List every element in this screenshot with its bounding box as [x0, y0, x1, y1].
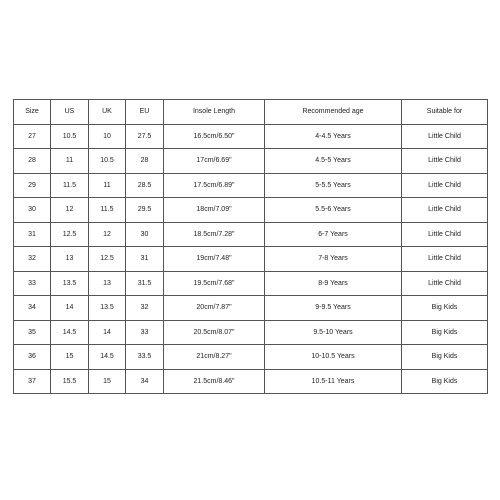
eu-cell: 28: [126, 149, 164, 174]
table-row: [14, 345, 488, 370]
us-cell: 11: [51, 149, 89, 174]
suitable-for-cell: Big Kids: [402, 345, 488, 370]
recommended-age-cell: 5.5-6 Years: [265, 198, 402, 223]
eu-cell: 32: [126, 296, 164, 321]
recommended-age-cell: 8-9 Years: [265, 271, 402, 296]
insole-length-cell: 21.5cm/8.46": [164, 369, 265, 394]
us-cell: 12: [51, 198, 89, 223]
uk-cell: 10.5: [89, 149, 126, 174]
size-header: Size: [14, 100, 51, 125]
table-row: [14, 369, 488, 394]
suitable-for-cell: Little Child: [402, 124, 488, 149]
suitable-for-cell: Little Child: [402, 222, 488, 247]
us-cell: 13: [51, 247, 89, 272]
us-cell: 14: [51, 296, 89, 321]
eu-cell: 29.5: [126, 198, 164, 223]
recommended-age-cell: 4.5-5 Years: [265, 149, 402, 174]
size-cell: 34: [14, 296, 51, 321]
us-cell: 13.5: [51, 271, 89, 296]
us-cell: 10.5: [51, 124, 89, 149]
table-body: [14, 124, 488, 394]
suitable-for-cell: Big Kids: [402, 320, 488, 345]
size-cell: 31: [14, 222, 51, 247]
size-cell: 37: [14, 369, 51, 394]
suitable-for-cell: Little Child: [402, 149, 488, 174]
insole-length-cell: 20.5cm/8.07": [164, 320, 265, 345]
us-header: US: [51, 100, 89, 125]
uk-cell: 14: [89, 320, 126, 345]
us-cell: 11.5: [51, 173, 89, 198]
size-cell: 27: [14, 124, 51, 149]
recommended-age-cell: 9.5-10 Years: [265, 320, 402, 345]
size-cell: 33: [14, 271, 51, 296]
size-cell: 28: [14, 149, 51, 174]
recommended-age-cell: 10.5-11 Years: [265, 369, 402, 394]
uk-cell: 11.5: [89, 198, 126, 223]
size-cell: 30: [14, 198, 51, 223]
uk-cell: 11: [89, 173, 126, 198]
eu-cell: 30: [126, 222, 164, 247]
table-row: [14, 296, 488, 321]
uk-cell: 15: [89, 369, 126, 394]
us-cell: 14.5: [51, 320, 89, 345]
size-cell: 35: [14, 320, 51, 345]
eu-cell: 33.5: [126, 345, 164, 370]
insole-length-header: Insole Length: [164, 100, 265, 125]
insole-length-cell: 19.5cm/7.68": [164, 271, 265, 296]
insole-length-cell: 18.5cm/7.28": [164, 222, 265, 247]
suitable-for-cell: Big Kids: [402, 296, 488, 321]
eu-header: EU: [126, 100, 164, 125]
insole-length-cell: 17cm/6.69": [164, 149, 265, 174]
suitable-for-header: Suitable for: [402, 100, 488, 125]
insole-length-cell: 20cm/7.87": [164, 296, 265, 321]
us-cell: 15: [51, 345, 89, 370]
size-chart-table: [13, 99, 488, 394]
suitable-for-cell: Little Child: [402, 173, 488, 198]
insole-length-cell: 21cm/8.27": [164, 345, 265, 370]
us-cell: 12.5: [51, 222, 89, 247]
us-cell: 15.5: [51, 369, 89, 394]
table-row: [14, 222, 488, 247]
table-row: [14, 247, 488, 272]
eu-cell: 34: [126, 369, 164, 394]
recommended-age-header: Recommended age: [265, 100, 402, 125]
table-row: [14, 320, 488, 345]
eu-cell: 27.5: [126, 124, 164, 149]
eu-cell: 28.5: [126, 173, 164, 198]
recommended-age-cell: 4-4.5 Years: [265, 124, 402, 149]
eu-cell: 31: [126, 247, 164, 272]
insole-length-cell: 17.5cm/6.89": [164, 173, 265, 198]
uk-cell: 12.5: [89, 247, 126, 272]
insole-length-cell: 16.5cm/6.50": [164, 124, 265, 149]
insole-length-cell: 19cm/7.48": [164, 247, 265, 272]
table-row: [14, 149, 488, 174]
recommended-age-cell: 7-8 Years: [265, 247, 402, 272]
header-row: [14, 100, 488, 125]
table-row: [14, 271, 488, 296]
table-row: [14, 124, 488, 149]
uk-cell: 10: [89, 124, 126, 149]
uk-cell: 14.5: [89, 345, 126, 370]
recommended-age-cell: 9-9.5 Years: [265, 296, 402, 321]
uk-header: UK: [89, 100, 126, 125]
uk-cell: 13: [89, 271, 126, 296]
suitable-for-cell: Little Child: [402, 198, 488, 223]
recommended-age-cell: 5-5.5 Years: [265, 173, 402, 198]
recommended-age-cell: 6-7 Years: [265, 222, 402, 247]
table-row: [14, 173, 488, 198]
recommended-age-cell: 10-10.5 Years: [265, 345, 402, 370]
suitable-for-cell: Little Child: [402, 271, 488, 296]
insole-length-cell: 18cm/7.09": [164, 198, 265, 223]
size-cell: 36: [14, 345, 51, 370]
uk-cell: 13.5: [89, 296, 126, 321]
size-cell: 32: [14, 247, 51, 272]
suitable-for-cell: Big Kids: [402, 369, 488, 394]
uk-cell: 12: [89, 222, 126, 247]
size-cell: 29: [14, 173, 51, 198]
eu-cell: 31.5: [126, 271, 164, 296]
suitable-for-cell: Little Child: [402, 247, 488, 272]
eu-cell: 33: [126, 320, 164, 345]
table-row: [14, 198, 488, 223]
